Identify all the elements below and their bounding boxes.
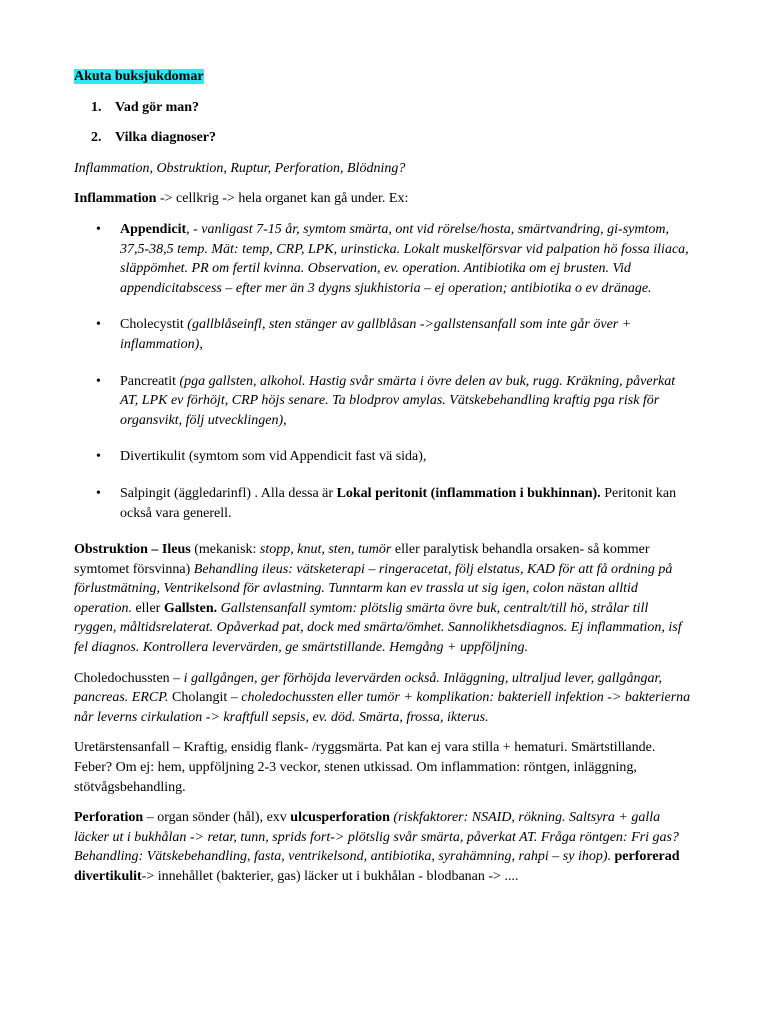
- inflammation-paragraph: [74, 189, 694, 209]
- ileus-treatment-text: Behandling ileus: vätsketerapi – ringeracetat, följ elstatus, KAD för att få ordning på förlustmätning, Ventrikelsond för avlastning. Tunntarm kan ev trassla ut sig igen, colon nästan alltid operation.: [74, 561, 673, 616]
- obstruktion-text: (mekanisk:: [190, 542, 260, 558]
- appendicit-sep: ,: [186, 221, 194, 237]
- inflammation-label: Inflammation: [74, 191, 157, 207]
- obstruktion-label: Obstruktion – Ileus: [74, 542, 191, 558]
- cholecystit-text: (gallblåseinfl, sten stänger av gallblåsan ->gallstensanfall som inte går över + inflammation): [120, 317, 632, 352]
- question-item: [74, 128, 694, 148]
- question-item: [74, 98, 694, 118]
- document-title: Akuta buksjukdomar: [74, 69, 204, 84]
- bullet-icon: •: [96, 449, 101, 465]
- cholangit-label: Cholangit –: [168, 690, 242, 706]
- heading-row: [74, 67, 694, 87]
- obstruktion-paragraph: [74, 540, 694, 658]
- divertikulit-text: Divertikulit (symtom som vid Appendicit fast vä sida),: [120, 449, 427, 465]
- choledochussten-label: Choledochussten –: [74, 670, 184, 686]
- obstruktion-text: eller paralytisk behandla orsaken- så kommer symtomet försvinna): [74, 542, 650, 577]
- obstruktion-italic: stopp, knut, sten, tumör: [259, 542, 392, 558]
- ulcusperforation-label: ulcusperforation: [290, 810, 390, 826]
- pancreatit-text: (pga gallsten, alkohol. Hastig svår smärta i övre delen av buk, rugg. Kräkning, påverkat AT, LPK ev förhöjt, CRP höjs senare. Ta blodprov amylas. Vätskebehandling kraftig pga risk för organsvikt, följ utvecklingen): [120, 373, 676, 428]
- question-number: 2.: [91, 130, 102, 146]
- list-item-cholecystit: [74, 315, 694, 354]
- perforation-text: – organ sönder (hål), exv: [143, 810, 291, 826]
- list-item-salpingit: [74, 484, 694, 523]
- uretarsten-paragraph: [74, 738, 694, 797]
- question-text: Vilka diagnoser?: [115, 130, 216, 146]
- inflammation-list: [74, 220, 694, 523]
- uretarsten-text: Uretärstensanfall – Kraftig, ensidig flank- /ryggsmärta. Pat kan ej vara stilla + hematuri. Smärtstillande. Feber? Om ej: hem, uppföljning 2-3 veckor, stenen utkissad. Om inflammation: röntgen, inläggning, stötvågsbehandling.: [74, 740, 656, 795]
- question-number: 1.: [91, 99, 102, 115]
- lokal-peritonit-label: Lokal peritonit (inflammation i bukhinnan).: [336, 485, 601, 501]
- pancreatit-end: ,: [283, 412, 287, 428]
- perforerad-divertikulit-label: perforerad divertikulit: [74, 849, 680, 884]
- inflammation-text: -> cellkrig -> hela organet kan gå under. Ex:: [156, 191, 409, 207]
- categories-line: [74, 159, 694, 179]
- cholecystit-end: ,: [199, 336, 203, 352]
- salpingit-text: Salpingit (äggledarinfl) . Alla dessa är: [120, 485, 337, 501]
- ulcusperforation-text: (riskfaktorer: NSAID, rökning. Saltsyra + galla läcker ut i bukhålan -> retar, tunn, sprids fort-> plötslig svår smärta, påverkat AT. Fråga röntgen: Fri gas? Behandling: Vätskebehandling, fasta, ventrikelsond, antibiotika, syrahämning, rahpi – sy ihop).: [74, 810, 679, 865]
- obstruktion-text: eller: [131, 600, 164, 616]
- bullet-icon: •: [96, 221, 101, 237]
- categories-text: Inflammation, Obstruktion, Ruptur, Perforation, Blödning?: [74, 160, 406, 176]
- gallsten-label: Gallsten.: [163, 600, 218, 616]
- cholecystit-label: Cholecystit: [120, 317, 188, 333]
- bullet-icon: •: [96, 317, 101, 333]
- list-item-appendicit: [74, 220, 694, 298]
- peritonit-text: Peritonit kan också vara generell.: [120, 485, 677, 521]
- bullet-icon: •: [96, 485, 101, 501]
- pancreatit-label: Pancreatit: [120, 373, 180, 389]
- list-item-divertikulit: [74, 447, 694, 467]
- perforerad-divertikulit-text: -> innehållet (bakterier, gas) läcker ut i bukhålan - blodbanan -> ....: [141, 869, 519, 884]
- gallsten-text: Gallstensanfall symtom: plötslig smärta övre buk, centralt/till hö, strålar till ryggen, måltidsrelaterat. Opåverkad pat, dock med smärta/ömhet. Sannolikhetsdiagnos. Ej inflammation, isf fel diagnos. Kontrollera levervärden, ge smärtstillande. Hemgång + uppföljning.: [74, 600, 682, 656]
- choledochussten-paragraph: [74, 669, 694, 728]
- choledochussten-text: i gallgången, ger förhöjda levervärden också. Inläggning, ultraljud lever, gallgångar, pancreas. ERCP.: [74, 670, 662, 706]
- perforation-label: Perforation: [74, 810, 144, 826]
- bullet-icon: •: [96, 373, 101, 389]
- list-item-pancreatit: [74, 372, 694, 431]
- document-body: [74, 67, 694, 898]
- appendicit-text: - vanligast 7-15 år, symtom smärta, ont vid rörelse/hosta, smärtvandring, gi-symtom, 37,5-38,5 temp. Mät: temp, CRP, LPK, urinsticka. Lokalt muskelförsvar vid palpation hö fossa iliaca, släppömhet. PR om fertil kvinna. Observation, ev. operation. Antibiotika om ej brusten. Vid appendicitabscess – efter mer än 3 dygns sjukhistoria – ej operation; antibiotika o ev dränage.: [120, 221, 689, 296]
- question-text: Vad gör man?: [115, 99, 200, 115]
- appendicit-label: Appendicit: [120, 221, 187, 237]
- cholangit-text: choledochussten eller tumör + komplikation: bakteriell infektion -> bakterierna når leverns cirkulation -> kraftfull sepsis, ev. död. Smärta, frossa, ikterus.: [74, 690, 691, 725]
- perforation-paragraph: [74, 808, 694, 886]
